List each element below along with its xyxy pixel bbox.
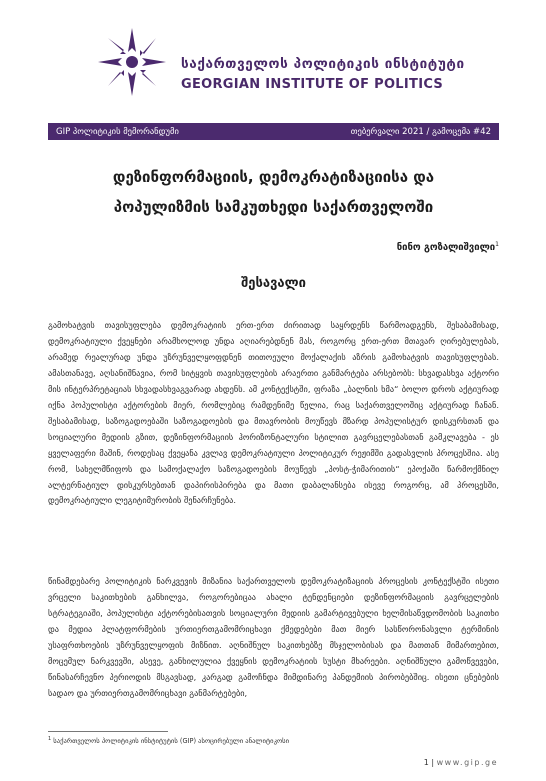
gip-logo-icon bbox=[92, 22, 172, 102]
org-name-english: GEORGIAN INSTITUTE OF POLITICS bbox=[181, 77, 444, 92]
section-heading: შესავალი bbox=[241, 276, 306, 291]
footnote-number: 1 bbox=[48, 736, 52, 742]
page-number: 1 bbox=[423, 758, 429, 767]
author-footnote-ref: 1 bbox=[495, 241, 499, 248]
author-name: ნინო გოზალიშვილი bbox=[396, 242, 496, 254]
org-name-georgian: საქართველოს პოლიტიკის ინსტიტუტი bbox=[181, 56, 465, 72]
footnote-divider bbox=[48, 731, 168, 732]
website-link[interactable]: www.gip.ge bbox=[436, 758, 498, 767]
title-line-2: პოპულიზმის სამკუთხედი საქართველოში bbox=[113, 198, 434, 216]
title-line-1: დეზინფორმაციის, დემოკრატიზაციისა და bbox=[112, 168, 435, 186]
memo-series: GIP პოლიტიკის მემორანდუმი bbox=[56, 126, 179, 137]
author bbox=[397, 241, 499, 253]
memo-band bbox=[48, 123, 499, 140]
page-footer bbox=[424, 758, 498, 767]
document-title bbox=[48, 162, 499, 222]
footer-separator: | bbox=[431, 758, 435, 767]
footnote-text: საქართველოს პოლიტიკის ინსტიტუტის (GIP) ასოცირებული ანალიტიკოსი bbox=[53, 737, 290, 746]
paragraph-1: გამოხატვის თავისუფლება დემოკრატიის ერთ-ერთ ძირითად საყრდენს წარმოადგენს, შესაბამისად, დემოკრატიული ქვეყნები არამხოლოდ უნდა აღიარებდნენ მას, როგორც ერთ-ერთ მთავარ ღირებულებას, არამედ რეალურად უნდა უზრუნველყოფდნენ თითოეული მოქალაქის აზრის გამოხატვის თავისუფლებას. ამასთანავე, აღსანიშნავია, რომ სიტყვის თავისუფლების არაერთი განმარტება არსებობს: სხვადასხვა აქტორი მის ინტერპრეტაციას სხვადასხვაგვარად ახდენს. ამ კონტექსტში, ფრაზა „ბალნის ხმა“ ბოლო დროს აქტიურად იქნა პოპულისტი აქტორების მიერ, რომლებიც რამდენიმე წელია, რაც საქართველოშიც აქტიურად ჩანან. შესაბამისად, საზოგადოებაში საზოგადოების და მთავრობის მოუწევს მზარდ პოპულისტურ დისკურსთან და სოციალური მედიის გზით, დეზინფორმაციის ჰორიზონტალური სტილით გავრცელებასთან გამკლავება - ეს ყველაფერი მაშინ, როდესაც ქვეყანა კვლავ დემოკრატიული პოლიტიკურ რეჟიმში გადასვლის პროცესშია. ასე რომ, სახელმწიფოს და სამოქალაქო საზოგადოების მოუწევს „პოსტ-ჭიმარითის“ ეპოქაში წარმოქმნილ ალტერნატიულ დისკურსებთან დაპირისპირება და მათი დაბალანსება ისევე როგორც, ამ პროცესში, დემოკრატიული ლეგიტიმურობის შენარჩუნება. bbox=[48, 320, 499, 506]
header bbox=[0, 22, 546, 92]
memo-issue: თებერვალი 2021 / გამოცემა #42 bbox=[350, 126, 491, 137]
paragraph-2: წინამდებარე პოლიტიკის ნარკვევის მიზანია საქართველოს დემოკრატიზაციის პროცესის კონტექსტში ისეთი ვრცელი საკითხების განხილვა, როგორებიცაა ახალი ტენდენციები დეზინფორმაციის გავრცელების სტრატეგიაში, პოპულისტი აქტორებისათვის სოციალური მედიის გამარტივებული ხელმისაწვდომობის საკითხი და მედია პლატფორმების ურთიერთგამომრიცხავი ქმედებები მათ მიერ სასწორონასვლი ტერმინის უსაფრთხოების უზრუნველყოფის მიზნით. აღნიშნულ საკითხებზე მსჯელობისას და მათთან მიმართებით, მოცემულ ნარკვევში, ასევე, განხილულია ქვეყნის დემოკრატიის სუსტი მხარეები. აღნიშნული გამოწვევები, წინასარჩევნო პერიოდის მსგავსად, კარგად გამოჩნდა მიმდინარე პანდემიის პირობებშიც. ისეთი ცნებების სადაო და ურთიერთგამომრიცხავი განმარტებები, bbox=[48, 576, 499, 698]
footnote bbox=[48, 736, 289, 745]
